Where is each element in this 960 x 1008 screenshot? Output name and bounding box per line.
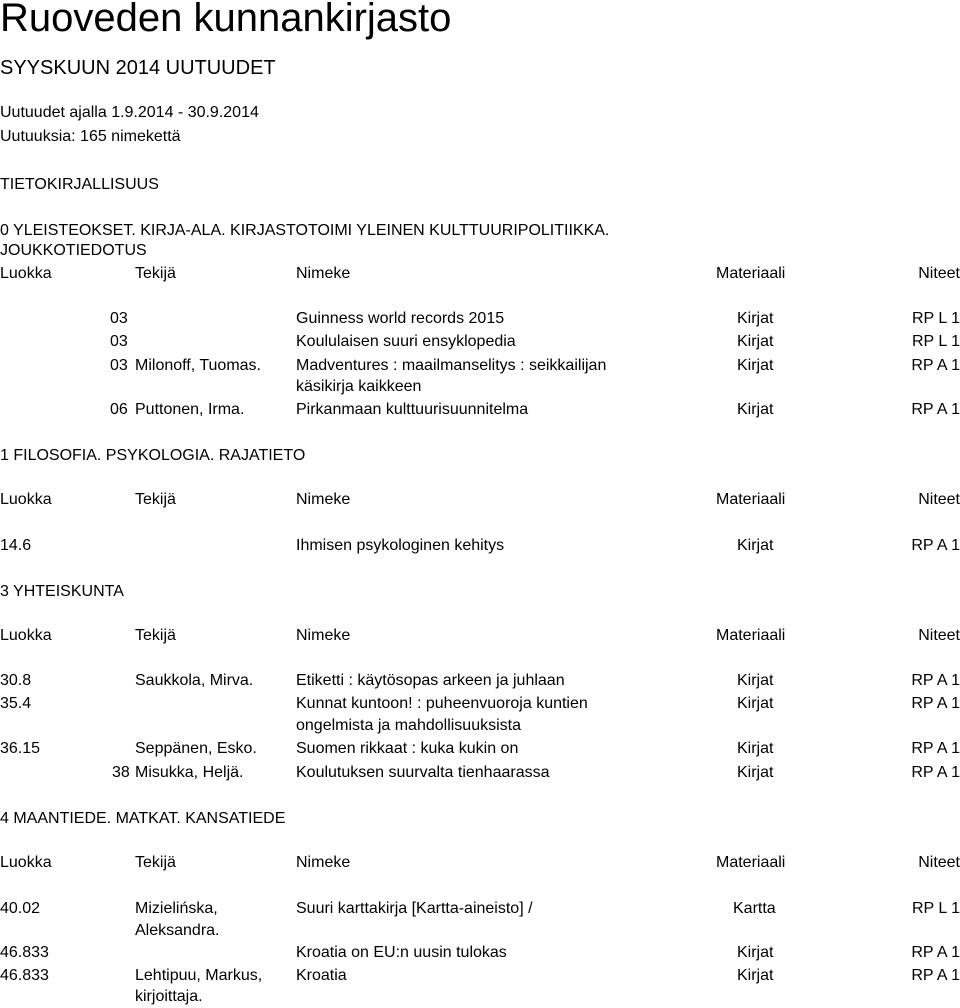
cell-tekija: Milonoff, Tuomas. [135, 357, 261, 374]
cell-nimeke: Kunnat kuntoon! : puheenvuoroja kuntien [296, 695, 588, 712]
col-materiaali: Materiaali [716, 491, 786, 508]
cell-nimeke: Suomen rikkaat : kuka kukin on [296, 740, 519, 757]
col-niteet: Niteet [918, 265, 960, 282]
cell-niteet: RP A 1 [911, 357, 960, 374]
cell-luokka: 35.4 [0, 695, 32, 712]
page-subtitle: SYYSKUUN 2014 UUTUUDET [0, 57, 276, 79]
cell-nimeke: Guinness world records 2015 [296, 310, 505, 327]
cell-niteet: RP L 1 [911, 900, 960, 917]
col-tekija: Tekijä [135, 491, 176, 508]
section-heading: 0 YLEISTEOKSET. KIRJA-ALA. KIRJASTOTOIMI YLEINEN KULTTUURIPOLITIIKKA. [0, 222, 610, 239]
cell-materiaali: Kirjat [737, 310, 774, 327]
cell-niteet: RP A 1 [911, 401, 960, 418]
cell-nimeke-cont: ongelmista ja mahdollisuuksista [296, 717, 521, 734]
cell-luokka: 03 [110, 357, 128, 374]
page-title: Ruoveden kunnankirjasto [0, 0, 452, 40]
cell-luokka: 36.15 [0, 740, 41, 757]
col-nimeke: Nimeke [296, 627, 351, 644]
cell-niteet: RP A 1 [911, 695, 960, 712]
cell-materiaali: Kirjat [737, 764, 774, 781]
cell-nimeke: Kroatia on EU:n uusin tulokas [296, 944, 507, 961]
cell-tekija-cont: Aleksandra. [135, 922, 220, 939]
col-luokka: Luokka [0, 265, 52, 282]
cell-luokka: 40.02 [0, 900, 41, 917]
cell-niteet: RP L 1 [911, 310, 960, 327]
cell-nimeke-cont: käsikirja kaikkeen [296, 378, 422, 395]
section-heading: 1 FILOSOFIA. PSYKOLOGIA. RAJATIETO [0, 447, 306, 464]
col-materiaali: Materiaali [716, 854, 786, 871]
col-tekija: Tekijä [135, 265, 176, 282]
cell-niteet: RP A 1 [911, 944, 960, 961]
cell-tekija-cont: kirjoittaja. [135, 988, 203, 1005]
col-tekija: Tekijä [135, 627, 176, 644]
cell-materiaali: Kirjat [737, 401, 774, 418]
cell-materiaali: Kirjat [737, 537, 774, 554]
col-luokka: Luokka [0, 627, 52, 644]
cell-materiaali: Kirjat [737, 357, 774, 374]
cell-nimeke: Koulutuksen suurvalta tienhaarassa [296, 764, 550, 781]
section-heading: 3 YHTEISKUNTA [0, 583, 124, 600]
count-text: Uutuuksia: 165 nimekettä [0, 128, 181, 145]
cell-niteet: RP A 1 [911, 740, 960, 757]
cell-tekija: Saukkola, Mirva. [135, 672, 254, 689]
col-luokka: Luokka [0, 854, 52, 871]
col-nimeke: Nimeke [296, 854, 351, 871]
cell-materiaali: Kirjat [737, 967, 774, 984]
cell-niteet: RP A 1 [911, 537, 960, 554]
cell-luokka: 46.833 [0, 944, 49, 961]
cell-niteet: RP A 1 [911, 764, 960, 781]
cell-nimeke: Koululaisen suuri ensyklopedia [296, 333, 516, 350]
cell-luokka: 06 [110, 401, 128, 418]
category-heading: TIETOKIRJALLISUUS [0, 176, 159, 193]
cell-tekija: Lehtipuu, Markus, [135, 967, 263, 984]
cell-materiaali: Kirjat [737, 944, 774, 961]
cell-nimeke: Kroatia [296, 967, 347, 984]
cell-luokka: 03 [110, 310, 128, 327]
cell-materiaali: Kirjat [737, 672, 774, 689]
cell-tekija: Mizielińska, [135, 900, 218, 917]
cell-luokka: 30.8 [0, 672, 32, 689]
col-nimeke: Nimeke [296, 265, 351, 282]
cell-niteet: RP L 1 [911, 333, 960, 350]
cell-niteet: RP A 1 [911, 967, 960, 984]
cell-nimeke: Madventures : maailmanselitys : seikkailijan [296, 357, 607, 374]
section-heading-cont: JOUKKOTIEDOTUS [0, 242, 147, 259]
cell-nimeke: Etiketti : käytösopas arkeen ja juhlaan [296, 672, 565, 689]
cell-tekija: Misukka, Heljä. [135, 764, 244, 781]
cell-materiaali: Kirjat [737, 695, 774, 712]
cell-luokka: 38 [112, 764, 130, 781]
cell-materiaali: Kirjat [737, 740, 774, 757]
col-niteet: Niteet [918, 491, 960, 508]
cell-tekija: Puttonen, Irma. [135, 401, 245, 418]
period-text: Uutuudet ajalla 1.9.2014 - 30.9.2014 [0, 104, 259, 121]
cell-luokka: 14.6 [0, 537, 32, 554]
cell-nimeke: Pirkanmaan kulttuurisuunnitelma [296, 401, 529, 418]
cell-tekija: Seppänen, Esko. [135, 740, 257, 757]
col-materiaali: Materiaali [716, 265, 786, 282]
cell-luokka: 03 [110, 333, 128, 350]
section-heading: 4 MAANTIEDE. MATKAT. KANSATIEDE [0, 810, 286, 827]
cell-luokka: 46.833 [0, 967, 49, 984]
col-materiaali: Materiaali [716, 627, 786, 644]
col-niteet: Niteet [918, 627, 960, 644]
cell-materiaali: Kirjat [737, 333, 774, 350]
cell-materiaali: Kartta [733, 900, 776, 917]
cell-nimeke: Suuri karttakirja [Kartta-aineisto] / [296, 900, 533, 917]
col-tekija: Tekijä [135, 854, 176, 871]
cell-nimeke: Ihmisen psykologinen kehitys [296, 537, 505, 554]
cell-niteet: RP A 1 [911, 672, 960, 689]
col-nimeke: Nimeke [296, 491, 351, 508]
col-luokka: Luokka [0, 491, 52, 508]
col-niteet: Niteet [918, 854, 960, 871]
